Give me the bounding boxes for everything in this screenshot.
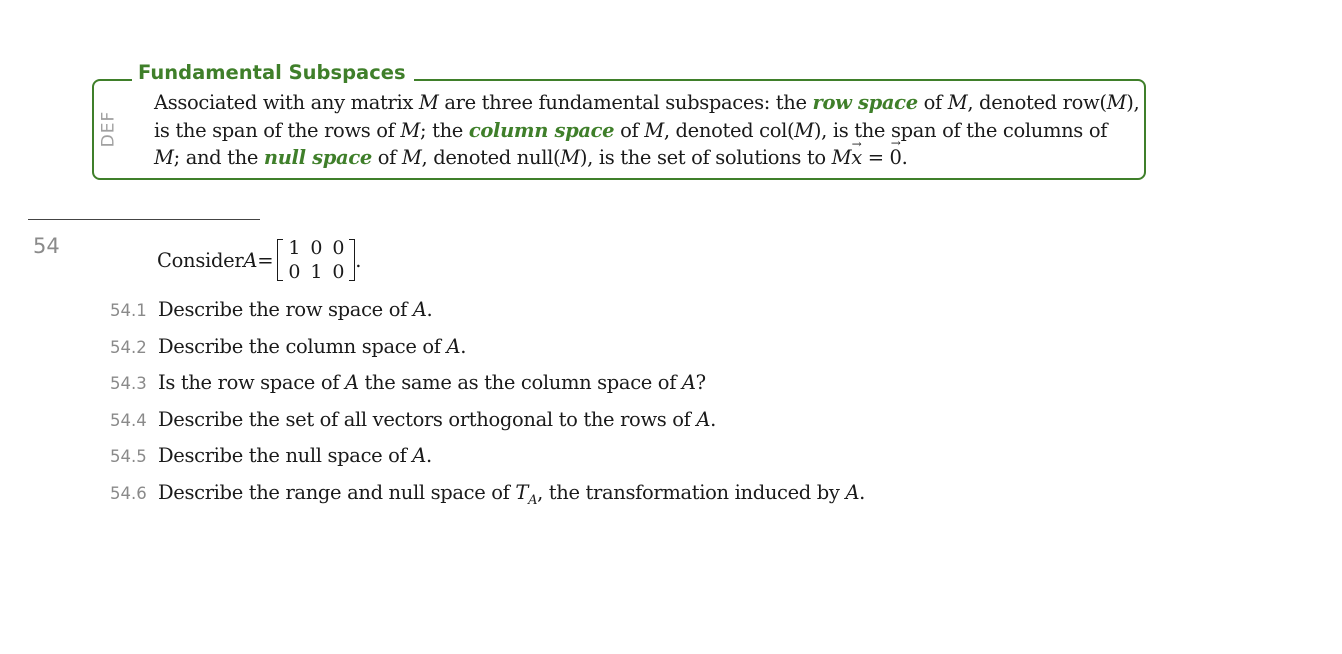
- text-run: Describe the set of all vectors orthogonal to the rows of: [158, 407, 697, 431]
- part-text: [158, 371, 706, 394]
- text-run: ; the: [420, 118, 469, 142]
- text-run: Describe the range and null space of: [158, 480, 516, 504]
- text-run: Describe the row space of: [158, 298, 413, 321]
- part-number: 54.1: [110, 301, 147, 320]
- matrix-cell: 0: [310, 237, 323, 259]
- math-var: A: [412, 444, 427, 468]
- part-number: 54.5: [110, 447, 147, 467]
- matrix-cell: 0: [332, 261, 345, 283]
- part-text: [158, 335, 466, 358]
- text-run: Describe the column space of: [158, 334, 447, 358]
- math-var: M: [560, 146, 580, 169]
- math-var: M: [400, 118, 421, 142]
- definition-line-1: [154, 89, 1140, 117]
- matrix-cell: 1: [310, 261, 323, 283]
- text-run: Is the row space of: [158, 371, 345, 395]
- text-run: ),: [1126, 91, 1140, 114]
- matrix-cell: 1: [288, 237, 301, 259]
- matrix-row: [283, 236, 349, 260]
- text-run: , denoted null(: [421, 146, 561, 169]
- math-var: A: [446, 334, 461, 358]
- definition-title-wrap: [132, 59, 414, 87]
- math-var: M: [401, 146, 422, 169]
- math-var: A: [681, 371, 696, 395]
- math-var: M: [947, 91, 968, 114]
- definition-tag-label: DEF: [98, 110, 118, 148]
- matrix-row: [283, 260, 349, 284]
- part-number: 54.3: [110, 374, 147, 394]
- problem-parts: [110, 298, 865, 518]
- text-run: Describe the null space of: [158, 444, 413, 468]
- math-var: M: [831, 146, 852, 169]
- part-number: 54.6: [110, 483, 147, 503]
- definition-text: [154, 89, 1140, 172]
- text-run: of: [371, 146, 402, 169]
- text-run: .: [426, 298, 433, 321]
- part-text: [158, 298, 432, 321]
- problem-part: [110, 298, 865, 335]
- period: .: [355, 248, 362, 272]
- text-run: , the transformation induced by: [537, 480, 846, 504]
- text-run: is the span of the rows of: [154, 118, 401, 142]
- math-var: M: [418, 91, 439, 114]
- equals-sign: =: [257, 248, 274, 272]
- text-run: ?: [695, 371, 706, 395]
- consider-text: Consider: [157, 248, 244, 272]
- problem-part: [110, 444, 865, 481]
- matrix-cell: 0: [332, 237, 345, 259]
- text-run: =: [861, 146, 890, 169]
- text-run: , denoted row(: [967, 91, 1107, 114]
- part-text: [158, 444, 432, 467]
- text-run: .: [859, 480, 866, 504]
- math-var: M: [1106, 91, 1127, 114]
- text-run: , denoted col(: [663, 118, 795, 142]
- math-var: T: [515, 480, 529, 504]
- matrix-cell: 0: [288, 261, 301, 283]
- text-run: .: [426, 444, 432, 468]
- text-run: the same as the column space of: [358, 371, 682, 395]
- text-run: ), is the set of solutions to: [579, 146, 832, 169]
- section-divider: [28, 219, 260, 220]
- problem-part: [110, 371, 865, 408]
- text-run: ), is the span of the columns of: [813, 118, 1108, 142]
- text-run: of: [614, 118, 645, 142]
- problem-statement: [157, 230, 361, 290]
- keyword-null-space: null space: [263, 146, 372, 169]
- keyword-row-space: row space: [812, 91, 918, 114]
- part-number: 54.4: [110, 410, 147, 430]
- keyword-column-space: column space: [468, 118, 615, 142]
- problem-part: [110, 481, 865, 518]
- math-var: M: [154, 146, 174, 169]
- text-run: Associated with any matrix: [154, 91, 419, 114]
- math-var: A: [243, 248, 258, 272]
- definition-line-2: [154, 117, 1134, 145]
- math-var: A: [412, 298, 427, 321]
- math-subscript: A: [528, 492, 538, 508]
- text-run: .: [710, 407, 716, 431]
- zero-vector: → 0: [890, 144, 902, 172]
- definition-title: Fundamental Subspaces: [138, 61, 406, 84]
- text-run: of: [917, 91, 948, 114]
- math-var: A: [696, 407, 711, 431]
- matrix-a: [277, 236, 355, 284]
- definition-box: [92, 61, 1146, 180]
- problem-part: [110, 408, 865, 445]
- math-var: A: [344, 371, 359, 395]
- problem-part: [110, 335, 865, 372]
- vector-x: → x: [851, 144, 862, 172]
- problem-number: 54: [33, 234, 60, 258]
- part-number: 54.2: [110, 337, 147, 357]
- part-text: [158, 481, 865, 508]
- definition-line-3: [154, 144, 1134, 172]
- text-run: .: [901, 146, 908, 169]
- text-run: ; and the: [173, 146, 264, 169]
- math-var: A: [845, 480, 860, 504]
- definition-side-tag: [98, 107, 118, 151]
- part-text: [158, 408, 716, 431]
- math-var: M: [794, 118, 814, 142]
- math-var: M: [644, 118, 664, 142]
- text-run: .: [460, 334, 467, 358]
- text-run: are three fundamental subspaces: the: [438, 91, 813, 114]
